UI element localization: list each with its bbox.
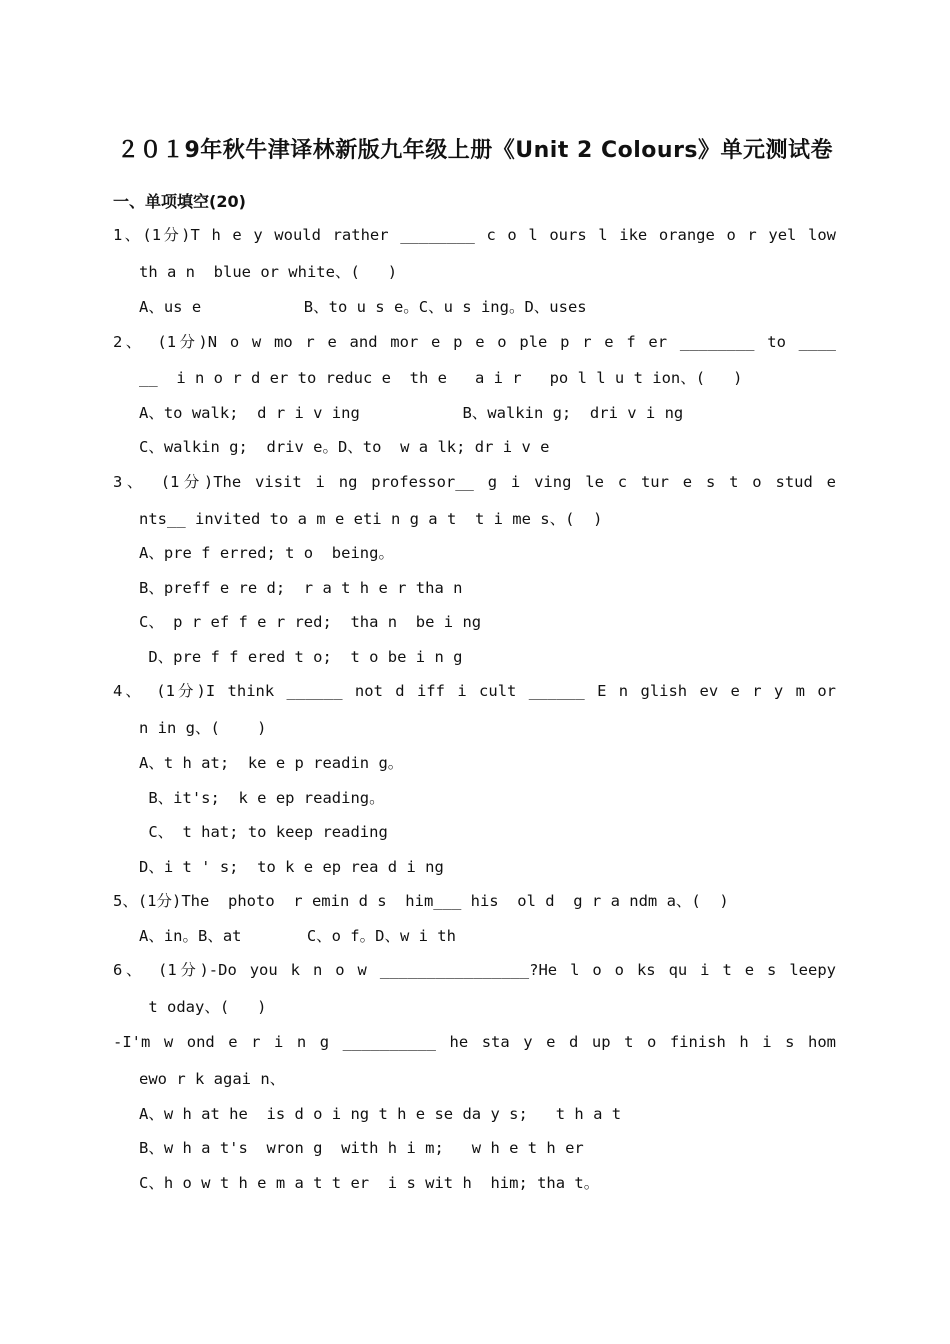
question-6-stem-line-2: t oday、( ) (139, 998, 267, 1016)
question-4-option-c: C、 t hat; to keep reading (139, 823, 388, 841)
question-1-stem-line-2: th a n blue or white、( ) (139, 263, 398, 281)
question-2-options-line-2: C、walkin g; driv e。D、to w a lk; dr i v e (139, 438, 550, 456)
section-heading: 一、单项填空(20) (113, 192, 246, 211)
question-1-stem-line-1: 1、(1分)T h e y would rather ________ c o l ours l ike orange o r yel low (113, 226, 836, 244)
question-6-stem-line-1: 6、 (1分)-Do you k n o w ________________?He l o o ks qu i t e s leepy (113, 961, 836, 979)
question-3-option-d: D、pre f f ered t o; t o be i n g (139, 648, 463, 666)
question-3-option-b: B、preff e re d; r a t h e r tha n (139, 579, 463, 597)
question-6-stem-line-3: -I'm w ond e r i n g __________ he sta y e d up t o finish h i s hom (113, 1033, 836, 1051)
question-6-option-a: A、w h at he is d o i ng t h e se da y s; t h a t (139, 1105, 622, 1123)
question-4-option-b: B、it's; k e ep reading。 (139, 789, 385, 807)
question-3-stem-line-2: nts__ invited to a m e eti n g a t t i me s、( ) (139, 510, 603, 528)
question-5-options: A、in。B、at C、o f。D、w i th (139, 927, 456, 945)
question-2-options-line-1: A、to walk; d r i v ing B、walkin g; dri v i ng (139, 404, 684, 422)
question-4-option-d: D、i t ' s; to k e ep rea d i ng (139, 858, 444, 876)
question-6-stem-line-4: ewo r k agai n、 (139, 1070, 286, 1088)
question-4-stem-line-2: n in g、( ) (139, 719, 267, 737)
question-3-stem-line-1: 3、 (1分)The visit i ng professor__ g i ving le c tur e s t o stud e (113, 473, 836, 491)
question-3-option-c: C、 p r ef f e r red; tha n be i ng (139, 613, 482, 631)
question-2-stem-line-2: __ i n o r d er to reduc e th e a i r po l l u t ion、( ) (139, 369, 743, 387)
question-4-stem-line-1: 4、 (1分)I think ______ not d iff i cult ______ E n glish ev e r y m or (113, 682, 836, 700)
question-2-stem-line-1: 2、 (1分)N o w mo r e and mor e p e o ple p r e f er ________ to ____ (113, 333, 836, 351)
question-4-option-a: A、t h at; ke e p readin g。 (139, 754, 404, 772)
question-1-options: A、us e B、to u s e。C、u s ing。D、uses (139, 298, 587, 316)
question-3-option-a: A、pre f erred; t o being。 (139, 544, 394, 562)
question-6-option-b: B、w h a t's wron g with h i m; w h e t h er (139, 1139, 584, 1157)
document-title: ２０１9年秋牛津译林新版九年级上册《Unit 2 Colours》单元测试卷 (116, 138, 834, 163)
question-6-option-c: C、h o w t h e m a t t er i s wit h him; tha t。 (139, 1174, 600, 1192)
question-5-stem: 5、(1分)The photo r emin d s him___ his ol d g r a ndm a、( ) (113, 892, 729, 910)
